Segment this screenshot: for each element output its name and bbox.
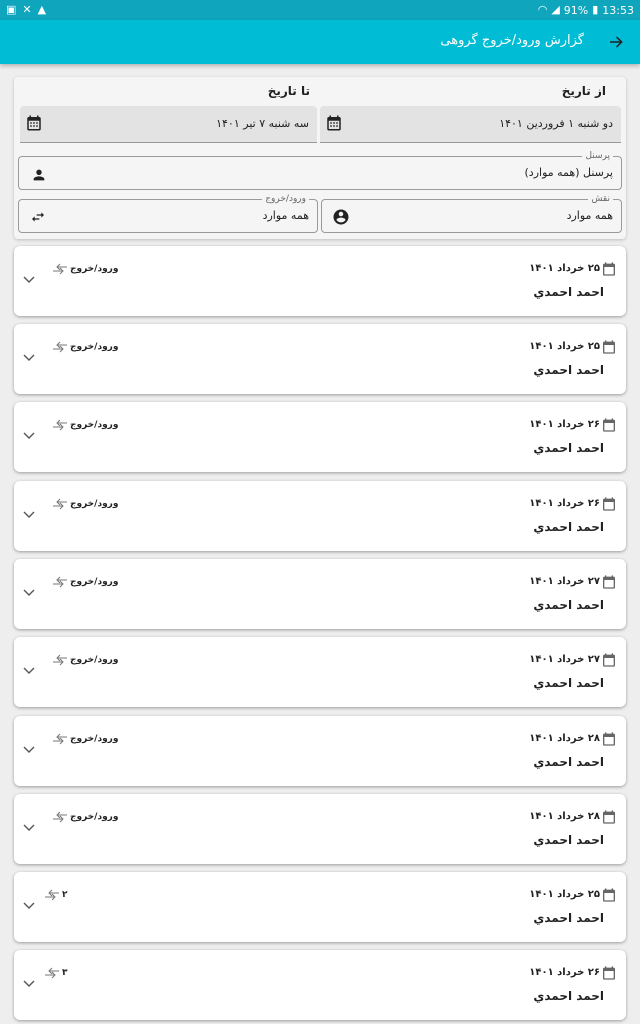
swap-arrows-icon [52,341,68,353]
record-date: ۲۵ خرداد ۱۴۰۱ [529,889,600,900]
swap-arrows-icon [44,889,60,901]
calendar-icon [325,114,343,132]
swap-arrows-icon [52,263,68,275]
record-type [52,341,118,353]
from-date-field[interactable] [320,106,621,143]
to-date-label: تا تاریخ [267,84,310,98]
record-type [52,811,118,823]
record-date: ۲۸ خرداد ۱۴۰۱ [529,733,600,744]
record-name: احمد احمدي [533,676,604,690]
record-type [52,654,118,666]
record-card[interactable] [14,872,626,942]
signal-icon: ◢ [551,3,560,16]
chevron-down-icon[interactable] [22,430,36,442]
calendar-icon [601,574,617,590]
record-type [52,263,118,275]
calendar-icon [601,261,617,277]
record-type [52,576,118,588]
calendar-icon [601,652,617,668]
record-name: احمد احمدي [533,755,604,769]
record-date: ۲۵ خرداد ۱۴۰۱ [529,263,600,274]
from-date-label: از تاریخ [561,84,606,98]
record-date: ۲۷ خرداد ۱۴۰۱ [529,654,600,665]
inout-field[interactable] [18,194,318,233]
battery-percent: 91% [563,3,589,17]
chevron-down-icon[interactable] [22,352,36,364]
calendar-icon [25,114,43,132]
calendar-icon [601,809,617,825]
record-card[interactable] [14,950,626,1020]
app-bar [0,20,640,64]
inout-value: همه موارد [262,209,309,222]
record-type-label: ۳ [62,968,68,978]
person-icon [31,167,47,183]
swap-arrows-icon [52,576,68,588]
filter-panel [14,77,626,239]
personnel-field[interactable] [18,151,622,190]
record-type-label: ورود/خروج [70,655,119,665]
personnel-label: پرسنل [582,150,613,162]
from-date-value: دو شنبه ۱ فروردین ۱۴۰۱ [499,117,613,130]
to-date-field[interactable] [20,106,317,143]
record-name: احمد احمدي [533,441,604,455]
status-right-icons [538,3,634,17]
battery-icon: ▮ [592,3,599,16]
status-left-icons [6,3,46,17]
record-type [44,889,68,901]
calendar-icon [601,965,617,981]
tools-icon: ✕ [22,3,32,16]
record-name: احمد احمدي [533,363,604,377]
chevron-down-icon[interactable] [22,822,36,834]
record-name: احمد احمدي [533,285,604,299]
record-type-label: ورود/خروج [70,577,119,587]
chevron-down-icon[interactable] [22,587,36,599]
chevron-down-icon[interactable] [22,509,36,521]
record-date: ۲۸ خرداد ۱۴۰۱ [529,811,600,822]
page-title: گزارش ورود/خروج گروهی [440,33,584,48]
record-card[interactable] [14,246,626,316]
gallery-icon: ▣ [6,3,17,16]
record-type-label: ورود/خروج [70,734,119,744]
arrow-back-icon [607,33,625,51]
swap-arrows-icon [52,654,68,666]
record-date: ۲۵ خرداد ۱۴۰۱ [529,341,600,352]
swap-arrows-icon [52,419,68,431]
to-date-value: سه شنبه ۷ تیر ۱۴۰۱ [216,117,309,130]
record-name: احمد احمدي [533,598,604,612]
swap-arrows-icon [52,811,68,823]
record-type-label: ورود/خروج [70,342,119,352]
record-type-label: ورود/خروج [70,499,119,509]
record-type [52,419,118,431]
account-circle-icon [332,208,350,226]
calendar-icon [601,887,617,903]
record-type [44,967,68,979]
record-date: ۲۶ خرداد ۱۴۰۱ [529,967,600,978]
record-date: ۲۷ خرداد ۱۴۰۱ [529,576,600,587]
record-card[interactable] [14,716,626,786]
record-card[interactable] [14,794,626,864]
swap-arrows-icon [29,209,47,225]
calendar-icon [601,417,617,433]
calendar-icon [601,496,617,512]
wifi-icon: ◠ [537,3,548,16]
back-button[interactable] [604,30,628,54]
clock: 13:53 [602,3,634,17]
record-date: ۲۶ خرداد ۱۴۰۱ [529,498,600,509]
calendar-icon [601,731,617,747]
chevron-down-icon[interactable] [22,274,36,286]
swap-arrows-icon [52,498,68,510]
record-name: احمد احمدي [533,989,604,1003]
calendar-icon [601,339,617,355]
record-type-label: ورود/خروج [70,812,119,822]
role-label: نقش [588,193,613,205]
record-card[interactable] [14,481,626,551]
chevron-down-icon[interactable] [22,665,36,677]
personnel-value: پرسنل (همه موارد) [524,166,613,179]
record-name: احمد احمدي [533,520,604,534]
record-type-label: ورود/خروج [70,264,119,274]
record-name: احمد احمدي [533,833,604,847]
chevron-down-icon[interactable] [22,900,36,912]
record-card[interactable] [14,559,626,629]
chevron-down-icon[interactable] [22,744,36,756]
record-type-label: ۲ [62,890,68,900]
record-card[interactable] [14,324,626,394]
swap-arrows-icon [52,733,68,745]
swap-arrows-icon [44,967,60,979]
warning-icon: ▲ [37,3,47,16]
role-value: همه موارد [566,209,613,222]
status-bar [0,0,640,20]
record-date: ۲۶ خرداد ۱۴۰۱ [529,419,600,430]
inout-label: ورود/خروج [262,193,309,205]
record-type-label: ورود/خروج [70,420,119,430]
record-type [52,498,118,510]
record-card[interactable] [14,637,626,707]
role-field[interactable] [321,194,622,233]
record-type [52,733,118,745]
record-card[interactable] [14,402,626,472]
record-name: احمد احمدي [533,911,604,925]
chevron-down-icon[interactable] [22,978,36,990]
